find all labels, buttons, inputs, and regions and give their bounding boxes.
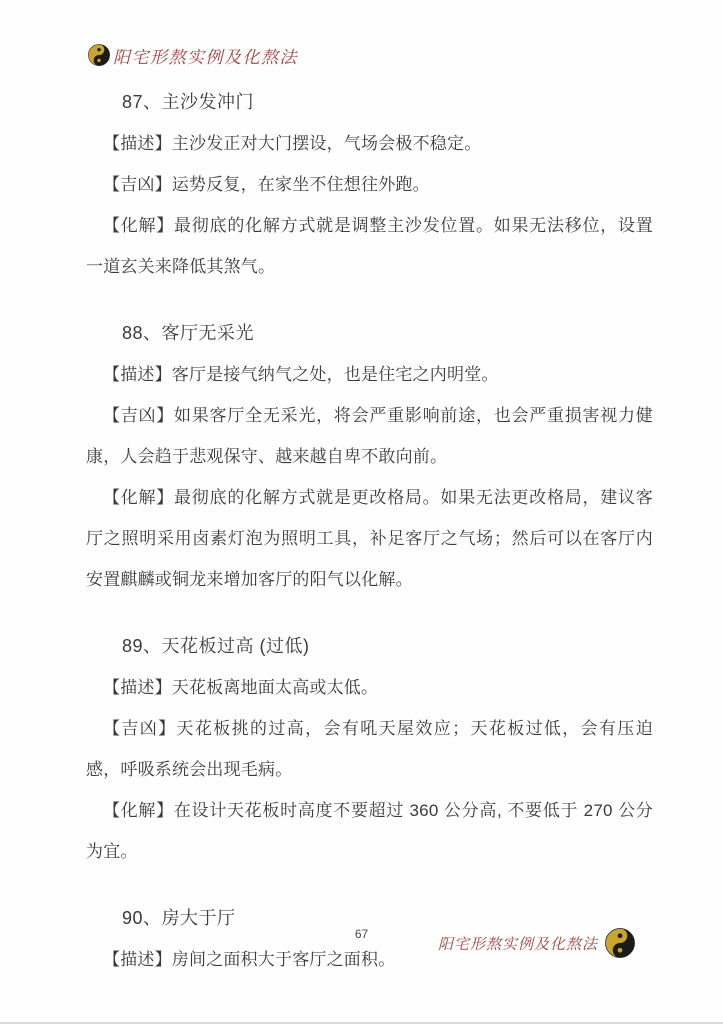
section	[86, 626, 653, 872]
header-title: 阳宅形熬实例及化熬法	[113, 47, 298, 67]
page-number: 67	[354, 927, 369, 941]
section	[86, 82, 653, 287]
paragraph: 【吉凶】运势反复，在家坐不住想往外跑。	[103, 175, 430, 194]
paragraph: 【化解】最彻底的化解方式就是更改格局。如果无法更改格局，建议客厅之照明采用卤素灯泡为照明工具，补足客厅之气场；然后可以在客厅内安置麒麟或铜龙来增加客厅的阳气以化解。	[86, 488, 653, 589]
paragraph: 【化解】在设计天花板时高度不要超过 360 公分高, 不要低于 270 公分为宜。	[86, 801, 653, 861]
paragraph: 【描述】客厅是接气纳气之处，也是住宅之内明堂。	[103, 365, 499, 384]
section-title: 90、房大于厅	[122, 908, 236, 928]
section-title: 88、客厅无采光	[122, 323, 255, 343]
page-footer	[438, 928, 635, 958]
paragraph: 【吉凶】天花板挑的过高，会有吼天屋效应；天花板过低，会有压迫感，呼吸系统会出现毛病。	[86, 719, 653, 779]
paragraph: 【描述】房间之面积大于客厅之面积。	[103, 950, 396, 969]
paragraph: 【吉凶】如果客厅全无采光，将会严重影响前途，也会严重损害视力健康，人会趋于悲观保守、越来越自卑不敢向前。	[86, 406, 653, 466]
yin-yang-icon	[605, 928, 635, 958]
yin-yang-icon	[88, 44, 110, 66]
section-title: 87、主沙发冲门	[122, 92, 255, 112]
page-header	[88, 42, 653, 68]
section	[86, 313, 653, 600]
document-body	[86, 82, 653, 980]
paragraph: 【描述】主沙发正对大门摆设，气场会极不稳定。	[103, 134, 482, 153]
paragraph: 【化解】最彻底的化解方式就是调整主沙发位置。如果无法移位，设置一道玄关来降低其煞气。	[86, 216, 653, 276]
section-title: 89、天花板过高 (过低)	[122, 636, 310, 656]
paragraph: 【描述】天花板离地面太高或太低。	[103, 678, 379, 697]
footer-title: 阳宅形熬实例及化熬法	[437, 936, 598, 953]
